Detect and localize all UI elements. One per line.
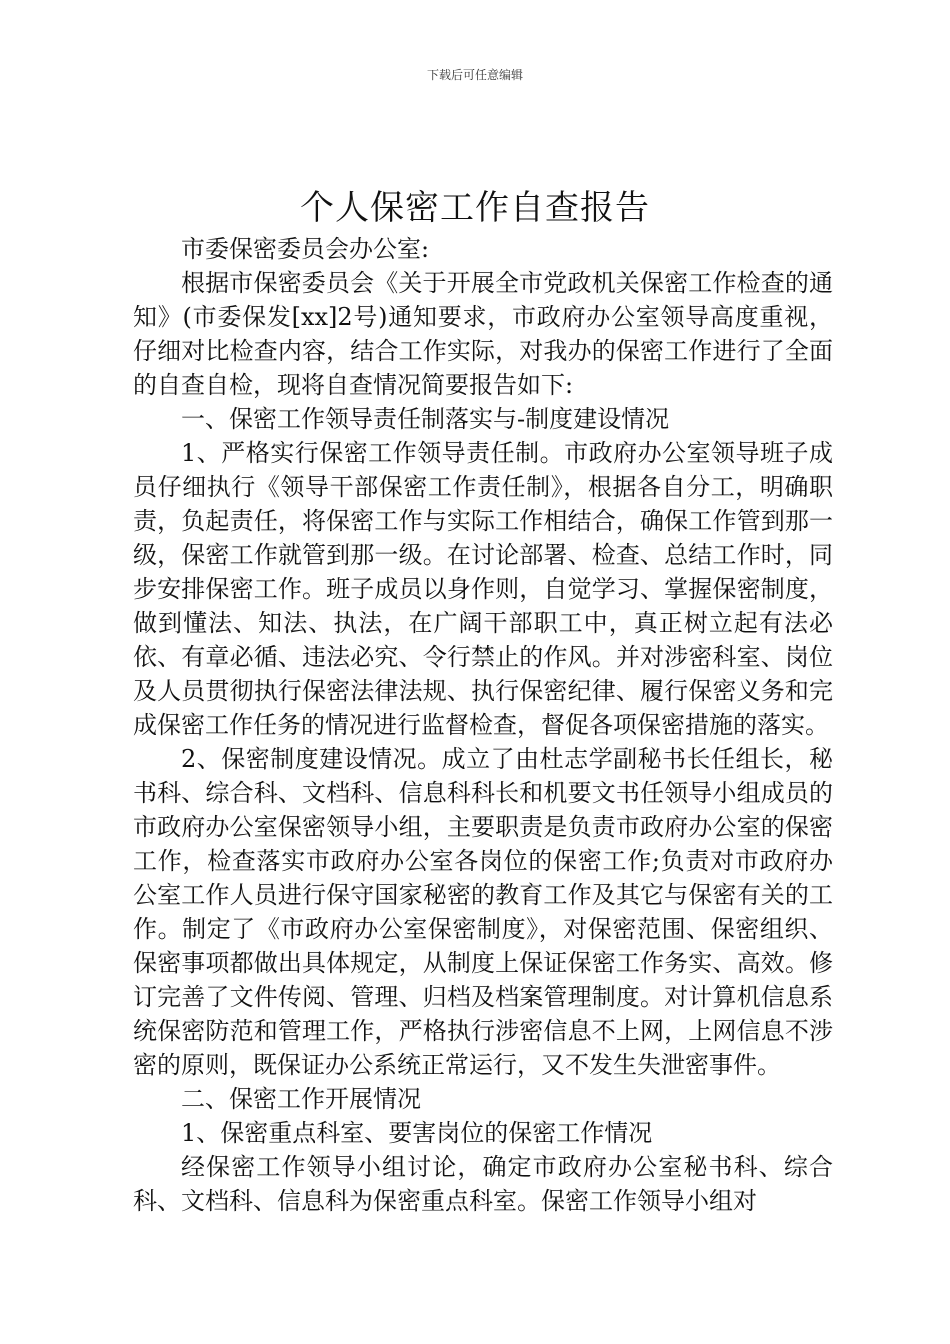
body-paragraph: 1、严格实行保密工作领导责任制。市政府办公室领导班子成员仔细执行《领导干部保密工作责任制》，根据各自分工，明确职责，负起责任，将保密工作与实际工作相结合，确保工作管到那一级，保密工作就管到那一级。在讨论部署、检查、总结工作时，同步安排保密工作。班子成员以身作则，自觉学习、掌握保密制度，做到懂法、知法、执法，在广阔干部职工中，真正树立起有法必依、有章必循、违法必究、令行禁止的作风。并对涉密科室、岗位及人员贯彻执行保密法律法规、执行保密纪律、履行保密义务和完成保密工作任务的情况进行监督检查，督促各项保密措施的落实。 [133, 439, 833, 739]
salutation: 市委保密委员会办公室: [181, 235, 430, 263]
body-paragraph: 经保密工作领导小组讨论，确定市政府办公室秘书科、综合科、文档科、信息科为保密重点科室。保密工作领导小组对 [133, 1153, 833, 1215]
document-body [133, 232, 833, 1218]
header-note: 下载后可任意编辑 [426, 68, 523, 82]
document-title: 个人保密工作自查报告 [300, 188, 650, 228]
section-heading-2: 二、保密工作开展情况 [181, 1085, 421, 1113]
intro-paragraph: 根据市保密委员会《关于开展全市党政机关保密工作检查的通知》(市委保发[xx]2号)通知要求，市政府办公室领导高度重视，仔细对比检查内容，结合工作实际，对我办的保密工作进行了全面的自查自检，现将自查情况简要报告如下: [133, 269, 833, 399]
section-heading-1: 一、保密工作领导责任制落实与-制度建设情况 [181, 405, 670, 433]
subsection-heading: 1、保密重点科室、要害岗位的保密工作情况 [181, 1119, 653, 1147]
body-paragraph: 2、保密制度建设情况。成立了由杜志学副秘书长任组长，秘书科、综合科、文档科、信息科科长和机要文书任领导小组成员的市政府办公室保密领导小组，主要职责是负责市政府办公室的保密工作，检查落实市政府办公室各岗位的保密工作;负责对市政府办公室工作人员进行保守国家秘密的教育工作及其它与保密有关的工作。制定了《市政府办公室保密制度》，对保密范围、保密组织、保密事项都做出具体规定，从制度上保证保密工作务实、高效。修订完善了文件传阅、管理、归档及档案管理制度。对计算机信息系统保密防范和管理工作，严格执行涉密信息不上网，上网信息不涉密的原则，既保证办公系统正常运行，又不发生失泄密事件。 [133, 745, 833, 1079]
